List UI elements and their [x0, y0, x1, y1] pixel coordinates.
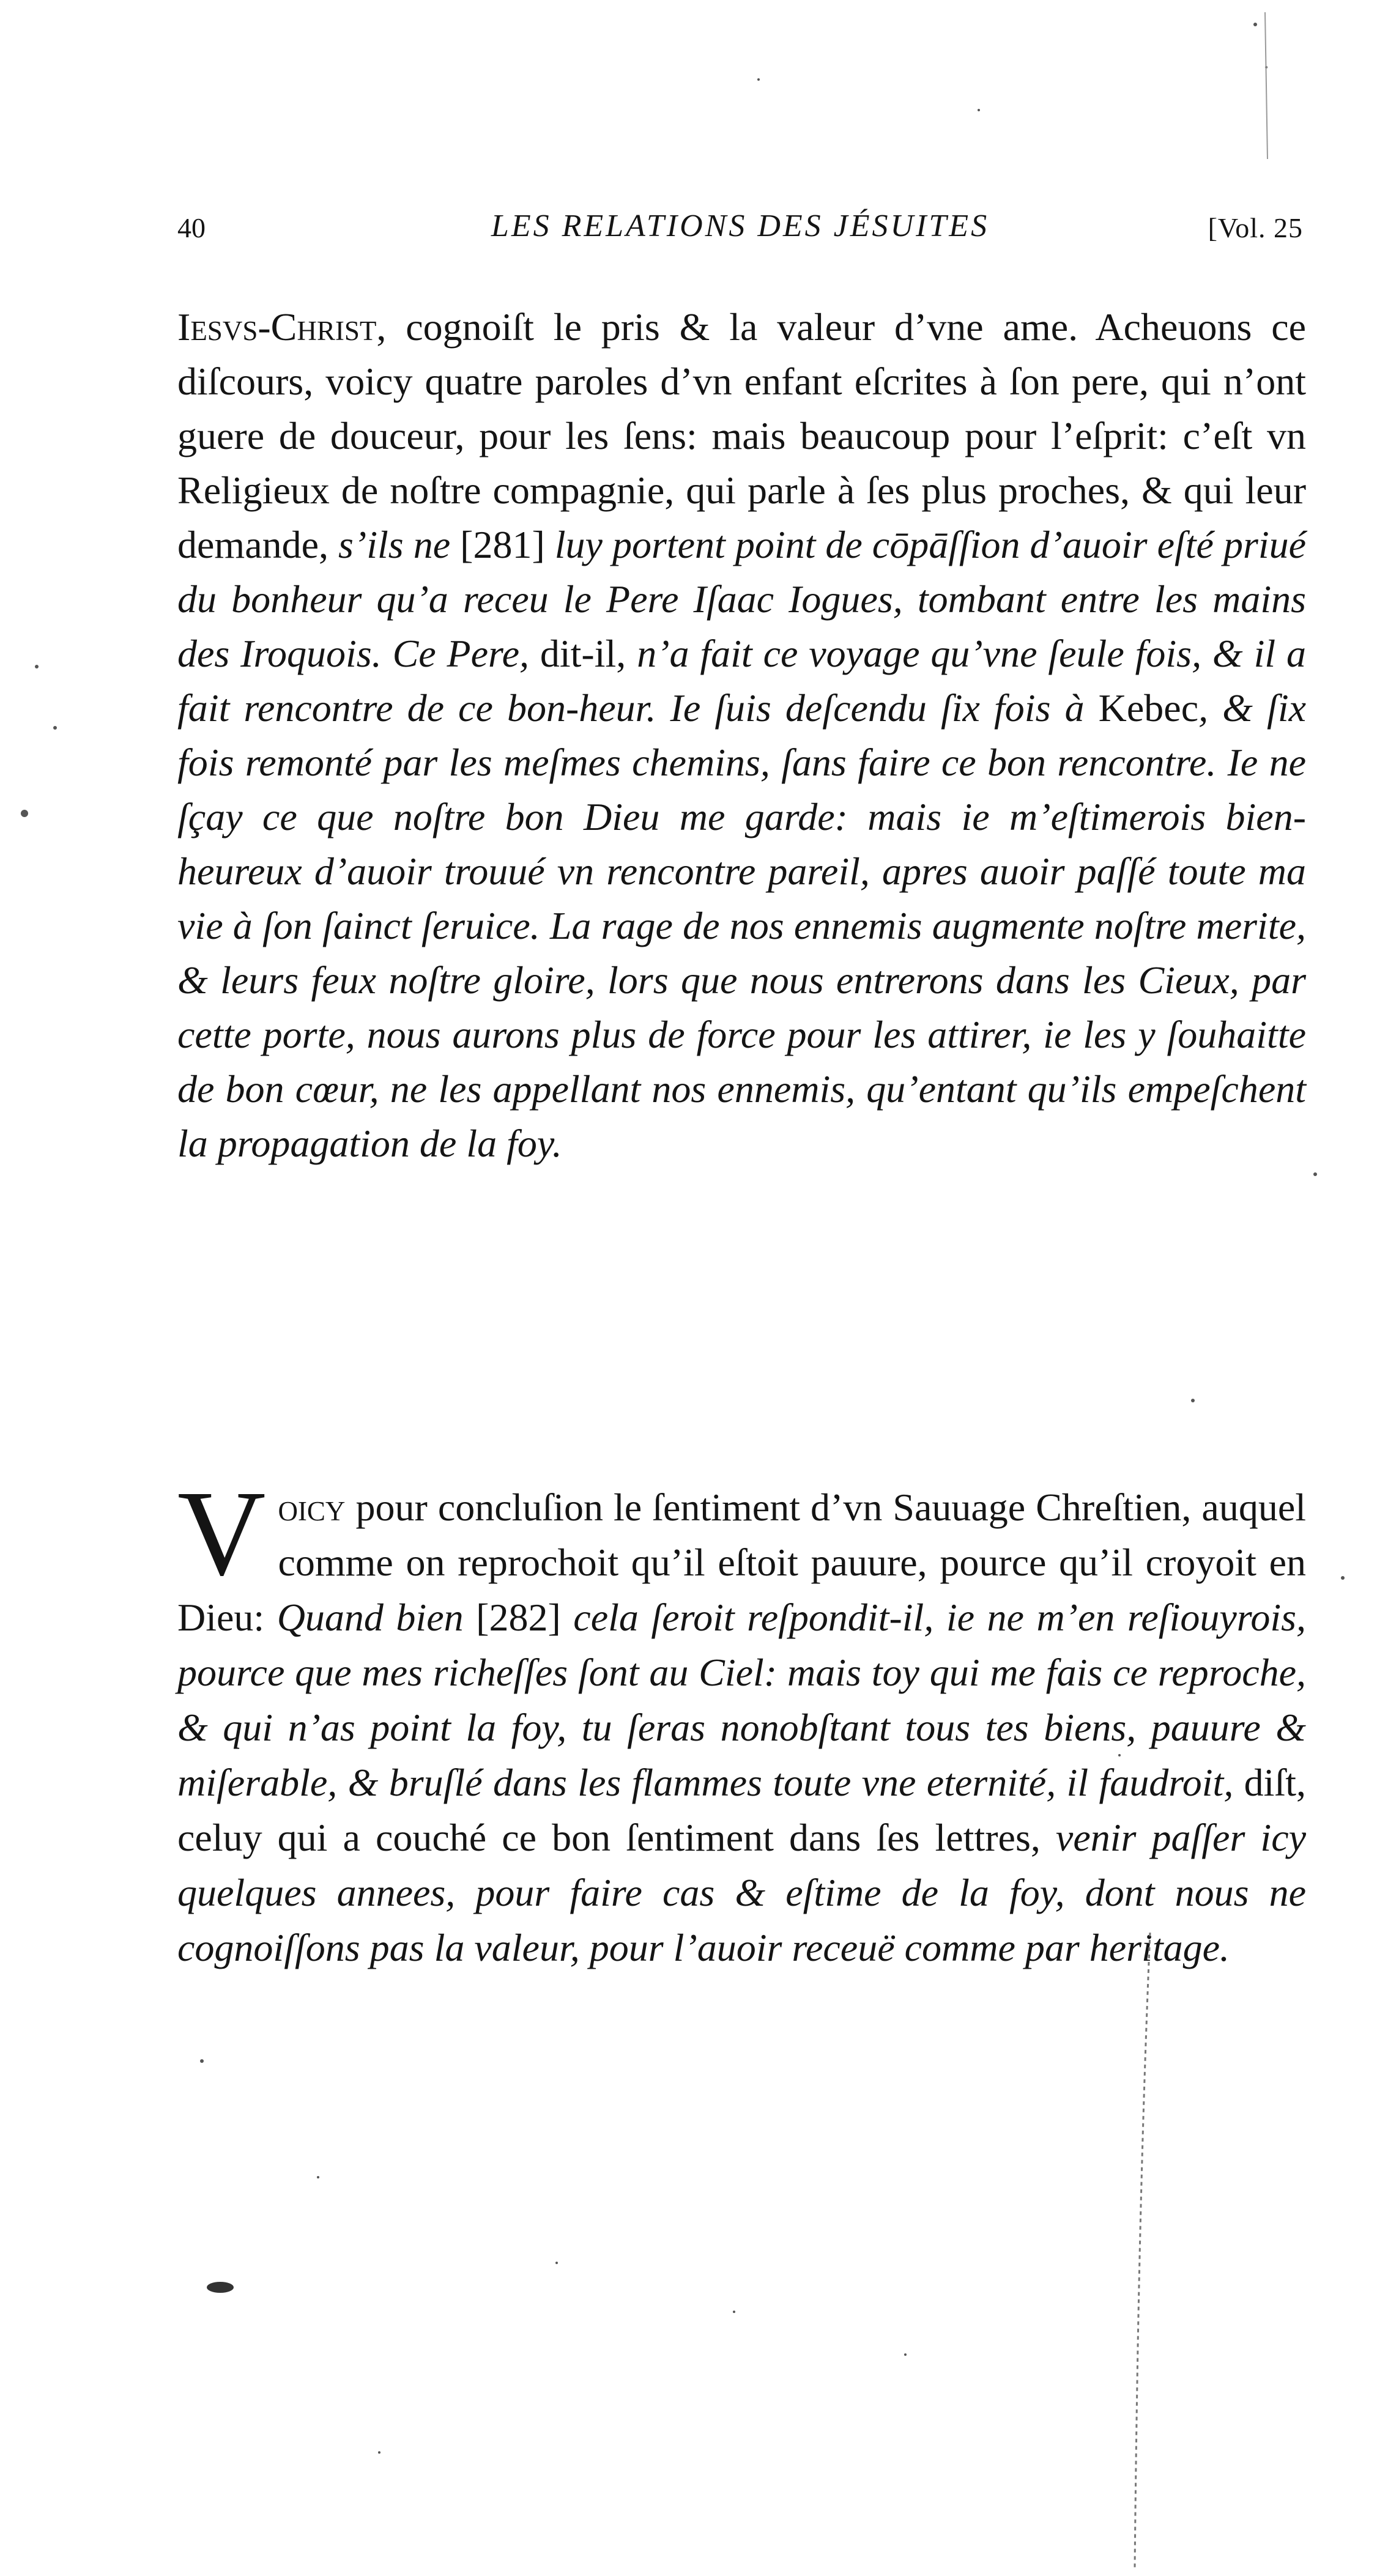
paragraph2-segment: oicy: [278, 1486, 346, 1529]
page-number: 40: [177, 212, 206, 243]
running-title: LES RELATIONS DES JÉSUITES: [491, 209, 990, 243]
paragraph1-segment: , & ſix fois remonté par les meſmes chemins, ſans faire ce bon rencontre. Ie ne ſçay ce que noſtre bon Dieu me garde: mais ie m’eſtimerois bien-heureux d’auoir trouué vn rencontre pareil, apres auoir paſſé toute ma vie à ſon ſainct ſeruice. La rage de nos ennemis augmente noſtre merite, & leurs feux noſtre gloire, lors que nous entrerons dans les Cieux, par cette porte, nous aurons plus de force pour les attirer, ie les y ſouhaitte de bon cœur, ne les appellant nos ennemis, qu’entant qu’ils empeſchent la propagation de la foy.: [177, 686, 1307, 1165]
paragraph2-segment: diſt, celuy qui a couché ce bon ſentiment dans ſes lettres,: [177, 1761, 1307, 1859]
drop-cap: V: [177, 1466, 266, 1601]
paragraph1-segment: dit-il,: [529, 632, 637, 675]
paragraph1-segment: [281]: [450, 523, 555, 566]
gutter-thread: [1135, 1933, 1150, 2569]
paragraph1-segment: Kebec: [1098, 686, 1199, 730]
paragraph2-segment: [282]: [463, 1596, 574, 1639]
volume-marker: [Vol. 25: [1208, 212, 1303, 243]
running-header: [177, 207, 1303, 262]
paragraph1-segment: Iesvs-Christ: [177, 305, 377, 349]
paragraph1-segment: n’a fait ce voyage qu’vne ſeule fois, & il a fait rencontre de ce bon-heur. Ie ſuis deſcendu ſix fois à: [177, 632, 1307, 730]
paragraph-1: [177, 300, 1306, 1171]
paragraph1-segment: s’ils ne: [338, 523, 451, 566]
paragraph-2: [177, 1466, 1307, 1975]
paragraph-1-text: [177, 300, 1306, 1171]
paragraph2-segment: pour concluſion le ſentiment d’vn Sauuage Chreſtien, auquel comme on reprochoit qu’il eſtoit pauure, pource qu’il croyoit en Dieu:: [177, 1486, 1306, 1639]
paragraph2-segment: cela ſeroit reſpondit-il, ie ne m’en reſiouyrois, pource que mes richeſſes ſont au Ciel: mais toy qui me fais ce reproche, & qui n’as point la foy, tu ſeras nonobſtant tous tes biens, pauure & miſerable, & bruſlé dans les flammes toute vne eternité, il faudroit,: [177, 1596, 1307, 1804]
paragraph1-segment: luy portent point de cōpāſſion d’auoir eſté priué du bonheur qu’a receu le Pere Iſaac Iogues, tombant entre les mains des Iroquois. Ce Pere,: [177, 523, 1307, 675]
paragraph2-segment: venir paſſer icy quelques annees, pour faire cas & eſtime de la foy, dont nous ne cognoiſſons pas la valeur, pour l’auoir receuë comme par heritage.: [177, 1816, 1307, 1969]
paragraph-2-text: [177, 1466, 1307, 1975]
ink-blot: [207, 2282, 234, 2293]
paragraph1-segment: , cognoiſt le pris & la valeur d’vne ame. Acheuons ce diſcours, voicy quatre paroles d’vn enfant eſcrites à ſon pere, qui n’ont guere de douceur, pour les ſens: mais beaucoup pour l’eſprit: c’eſt vn Religieux de noſtre compagnie, qui parle à ſes plus proches, & qui leur demande,: [177, 305, 1306, 566]
paragraph2-segment: Quand bien: [276, 1596, 464, 1639]
